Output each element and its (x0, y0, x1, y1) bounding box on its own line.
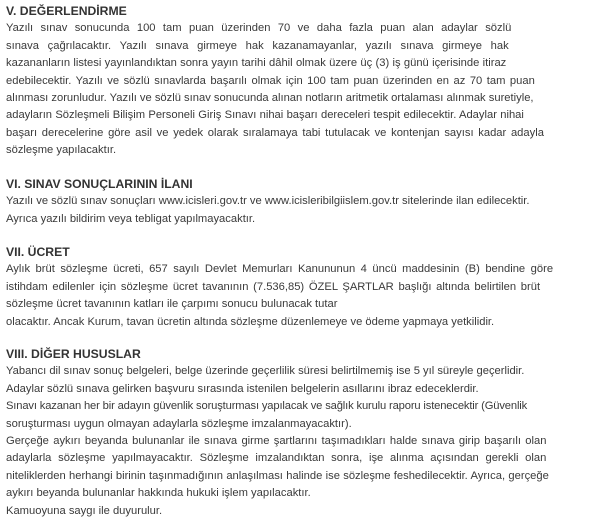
text-line: Yazılı ve sözlü sınav sonuçları www.icisleri.gov.tr ve www.icisleribilgiislem.gov.tr sitelerinde ilan edilecektir. (6, 195, 530, 208)
text-line: istihdam edilenler için sözleşme ücret tavanının (7.536,85) ÖZEL ŞARTLAR başlığı altında belirtilen brüt (6, 280, 541, 293)
text-line: Sınavı kazanan her bir adayın güvenlik soruşturması yapılacak ve sağlık kurulu raporu istenecektir (Güvenlik (6, 400, 528, 413)
section-heading: V. DEĞERLENDİRME (6, 4, 127, 18)
text-line: adayların Sözleşmeli Bilişim Personeli Giriş Sınavı nihai başarı dereceleri tespit edilecektir. Adaylar nihai (6, 109, 524, 122)
text-line: niteliklerden herhangi birinin taşınmadığının anlaşılması halinde ise sözleşme feshedilecektir. Ayrıca, gerçeğe (6, 469, 549, 482)
text-line: Aylık brüt sözleşme ücreti, 657 sayılı Devlet Memurları Kanununun 4 üncü maddesinin (B) bendine göre (6, 263, 554, 276)
section-heading: VIII. DİĞER HUSUSLAR (6, 347, 141, 361)
text-line: kazananların listesi yayınlandıktan sonra yayın tarihi dâhil olmak üzere üç (3) iş günü içerisinde itiraz (6, 57, 507, 70)
text-line: adaylarla sözleşme yapılmayacaktır. Sözleşme imzalandıktan sonra, işe alınma açısından gerekli olan (6, 452, 547, 465)
text-line: Ayrıca yazılı bildirim veya tebligat yapılmayacaktır. (6, 212, 256, 225)
text-line: başarı derecelerine göre asil ve yedek olarak sıralamaya tabi tutulacak ve kontenjan sayısı kadar adayla (6, 126, 544, 139)
text-line: soruşturması uygun olmayan adaylarla sözleşme imzalanmayacaktır). (6, 417, 352, 430)
section-heading: VII. ÜCRET (6, 245, 70, 259)
section-diger-hususlar (6, 346, 588, 520)
text-line: Kamuoyuna saygı ile duyurulur. (6, 504, 163, 517)
section-degerlendirme (6, 3, 588, 160)
section-sinav-sonuclari (6, 176, 588, 228)
text-line: sınava çağrılacaktır. Yazılı sınava girmeye hak kazanamayanlar, yazılı sınava girmeye hak (6, 39, 509, 52)
text-line: aykırı beyanda bulunanlar hakkında hukuki işlem yapılacaktır. (6, 487, 311, 500)
text-line: sözleşme yapılacaktır. (6, 144, 117, 157)
text-line: alınması zorunludur. Yazılı ve sözlü sınav sonucunda alınan notların aritmetik ortalaması alınmak suretiyle, (6, 92, 534, 105)
section-heading: VI. SINAV SONUÇLARININ İLANI (6, 177, 193, 191)
text-line: Gerçeğe aykırı beyanda bulunanlar ile sınava girme şartlarını taşımadıkları halde sınava girip başarılı olan (6, 435, 547, 448)
section-ucret (6, 244, 588, 331)
text-line: Yazılı sınav sonucunda 100 tam puan üzerinden 70 ve daha fazla puan alan adaylar sözlü (6, 22, 512, 35)
text-line: Yabancı dil sınav sonuç belgeleri, belge üzerinde geçerlilik süresi belirtilmemiş ise 5 yıl süreyle geçerlidir. (6, 365, 525, 378)
text-line: edebilecektir. Yazılı ve sözlü sınavlarda başarılı olmak için 100 tam puan üzerinden en az 70 tam puan (6, 74, 535, 87)
text-line: olacaktır. Ancak Kurum, tavan ücretin altında sözleşme düzenlemeye ve ödeme yapmaya yetkilidir. (6, 315, 495, 328)
text-line: Adaylar sözlü sınava gelirken başvuru sırasında istenilen belgelerin asıllarını ibraz edeceklerdir. (6, 382, 479, 395)
text-line: sözleşme ücret tavanının katları ile çarpımı sonucu bulunacak tutar (6, 298, 338, 311)
